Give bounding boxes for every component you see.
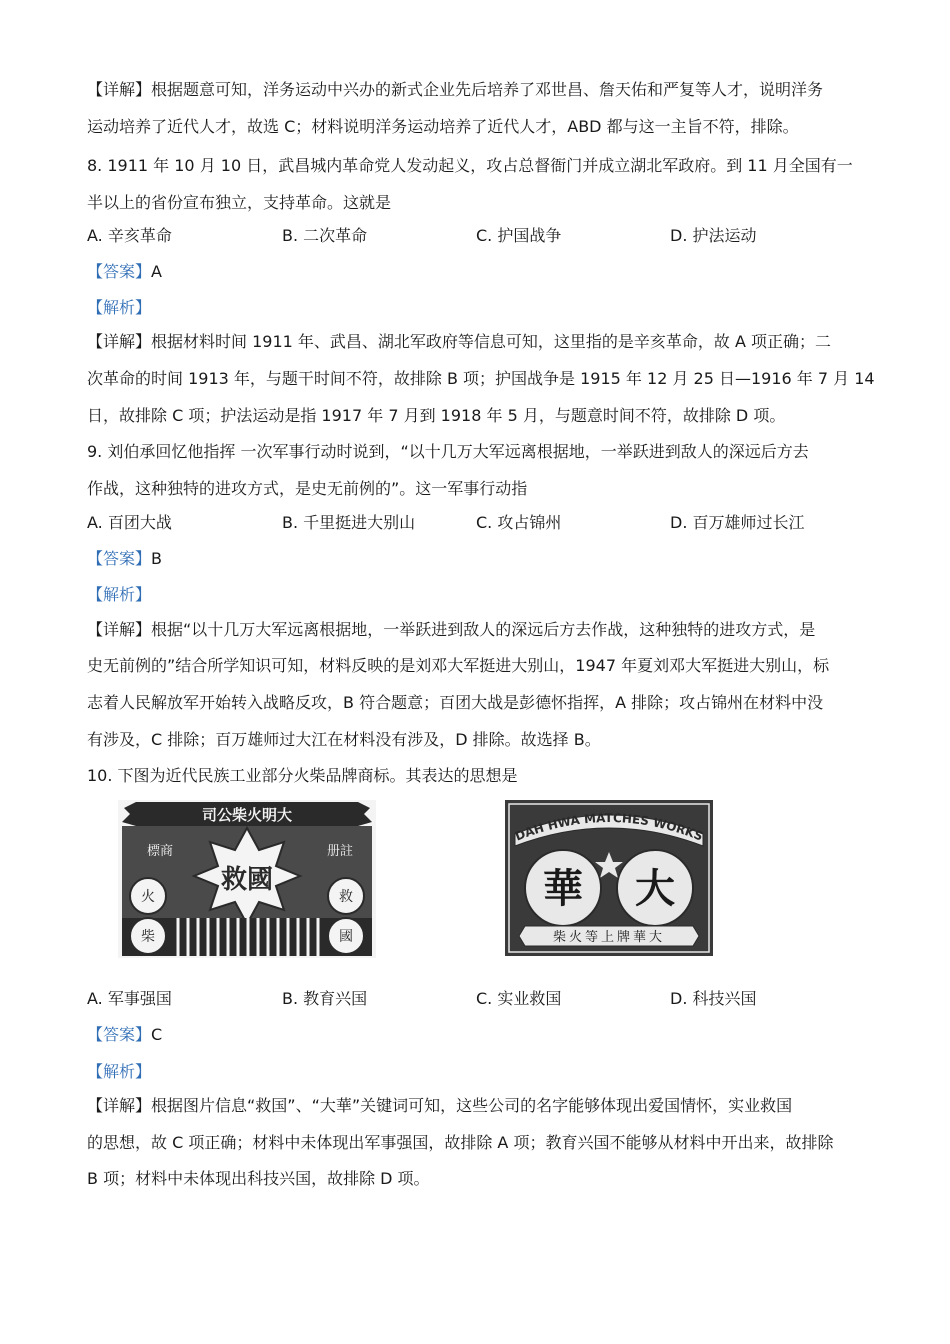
- q10-detail-line-3: B 项；材料中未体现出科技兴国，故排除 D 项。: [87, 1169, 430, 1188]
- label1-right-col-1: 救: [339, 889, 353, 905]
- q9-detail-line-1: 【详解】根据“以十几万大军远离根据地，一举跃进到敌人的深远后方去作战，这种独特的进攻方式，是: [87, 620, 816, 639]
- label1-left-small: 標商: [146, 844, 174, 859]
- match-label-2-graphic: [505, 800, 713, 956]
- q8-analysis-tag: 【解析】: [87, 298, 152, 317]
- label2-bottom-text: 柴火等上牌華大: [552, 930, 666, 945]
- q8-answer: 【答案】A: [87, 262, 162, 281]
- q7-detail-line-1: 【详解】根据题意可知，洋务运动中兴办的新式企业先后培养了邓世昌、詹天佑和严复等人才，说明洋务: [87, 80, 824, 99]
- label1-right-small: 册註: [326, 844, 354, 859]
- q10-option-d: D. 科技兴国: [670, 989, 757, 1008]
- q10-detail-line-2: 的思想，故 C 项正确；材料中未体现出军事强国，故排除 A 项；教育兴国不能够从材料中开出来，故排除: [87, 1133, 834, 1152]
- q10-analysis-tag: 【解析】: [87, 1062, 152, 1081]
- q9-detail-line-3: 志着人民解放军开始转入战略反攻，B 符合题意；百团大战是彭德怀指挥，A 排除；攻占锦州在材料中没: [87, 693, 824, 712]
- q10-option-b: B. 教育兴国: [282, 989, 368, 1008]
- label1-center-text: 救國: [220, 865, 274, 895]
- q9-option-d: D. 百万雄师过长江: [670, 513, 805, 532]
- q9-stem-line-2: 作战，这种独特的进攻方式，是史无前例的”。这一军事行动指: [87, 479, 528, 498]
- q10-detail-line-1: 【详解】根据图片信息“救国”、“大華”关键词可知，这些公司的名字能够体现出爱国情怀，实业救国: [87, 1096, 793, 1115]
- q9-answer: 【答案】B: [87, 549, 162, 568]
- label1-left-col-2: 柴: [141, 929, 155, 945]
- q8-detail-line-3: 日，故排除 C 项；护法运动是指 1917 年 7 月到 1918 年 5 月，与题意时间不符，故排除 D 项。: [87, 406, 786, 425]
- q9-detail-line-4: 有涉及，C 排除；百万雄师过大江在材料没有涉及，D 排除。故选择 B。: [87, 730, 601, 749]
- q9-stem-line-1: 9. 刘伯承回忆他指挥 一次军事行动时说到，“以十几万大军远离根据地，一举跃进到敌人的深远后方去: [87, 442, 809, 461]
- q9-option-a: A. 百团大战: [87, 513, 172, 532]
- q9-detail-line-2: 史无前例的”结合所学知识可知，材料反映的是刘邓大军挺进大别山，1947 年夏刘邓大军挺进大别山，标: [87, 656, 830, 675]
- q10-stem: 10. 下图为近代民族工业部分火柴品牌商标。其表达的思想是: [87, 766, 518, 785]
- label1-right-col-2: 國: [339, 929, 353, 945]
- detail-tag: 【详解】: [87, 80, 152, 99]
- label1-left-col-1: 火: [141, 889, 155, 905]
- q9-analysis-tag: 【解析】: [87, 585, 152, 604]
- q8-stem-line-2: 半以上的省份宣布独立，支持革命。这就是: [87, 193, 392, 212]
- q7-detail-line-2: 运动培养了近代人才，故选 C；材料说明洋务运动培养了近代人才，ABD 都与这一主旨不符，排除。: [87, 117, 799, 136]
- q8-option-d: D. 护法运动: [670, 226, 757, 245]
- match-label-image-1: [118, 800, 376, 958]
- label2-right-char: 大: [635, 866, 675, 912]
- q9-option-c: C. 攻占锦州: [476, 513, 562, 532]
- q8-option-c: C. 护国战争: [476, 226, 562, 245]
- q10-option-a: A. 军事强国: [87, 989, 172, 1008]
- q8-option-a: A. 辛亥革命: [87, 226, 172, 245]
- label2-left-char: 華: [543, 866, 583, 912]
- q8-stem-line-1: 8. 1911 年 10 月 10 日，武昌城内革命党人发动起义，攻占总督衙门并成立湖北军政府。到 11 月全国有一: [87, 156, 853, 175]
- label2-banner-text: DAH HWA MATCHES WORKS: [513, 810, 705, 844]
- q8-option-b: B. 二次革命: [282, 226, 368, 245]
- match-label-image-2: [505, 800, 713, 956]
- label1-top-text: 司公柴火明大: [201, 806, 293, 824]
- q8-detail-line-2: 次革命的时间 1913 年，与题干时间不符，故排除 B 项；护国战争是 1915 年 12 月 25 日—1916 年 7 月 14: [87, 369, 875, 388]
- q10-answer: 【答案】C: [87, 1025, 163, 1044]
- q8-detail-line-1: 【详解】根据材料时间 1911 年、武昌、湖北军政府等信息可知，这里指的是辛亥革命，故 A 项正确；二: [87, 332, 832, 351]
- q9-option-b: B. 千里挺进大别山: [282, 513, 416, 532]
- match-label-1-graphic: [118, 800, 376, 958]
- q10-option-c: C. 实业救国: [476, 989, 562, 1008]
